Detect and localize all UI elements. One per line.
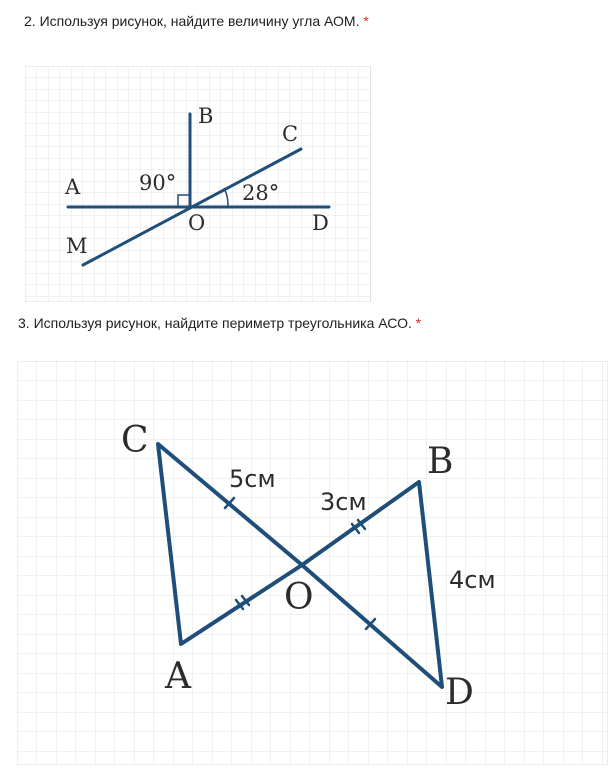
angle-label-28: 28° [242,181,280,205]
label-m: M [66,234,88,258]
label-b: B [198,104,214,128]
question-2-title [24,13,369,29]
question-2-figure [25,66,371,302]
length-ob: 3см [320,488,367,516]
required-asterisk: * [363,13,369,29]
question-2-number: 2. [24,13,36,29]
label-d: D [312,211,329,235]
question-3-figure [17,361,608,765]
label-o: O [188,211,206,235]
length-co: 5см [229,465,276,493]
grid-background [17,361,608,765]
label-b: B [427,441,454,482]
question-3-number: 3. [18,315,30,331]
label-o: O [284,577,314,618]
required-asterisk: * [415,315,422,331]
label-d: D [445,672,474,713]
question-3-title [18,315,421,331]
question-3-text: Используя рисунок, найдите периметр треугольника АСО. [33,315,412,331]
label-a: A [65,175,81,199]
question-2-text: Используя рисунок, найдите величину угла АОМ. [39,13,360,29]
length-bd: 4см [449,566,496,594]
label-c: C [121,420,149,461]
label-a: A [165,656,191,697]
label-c: C [282,122,299,146]
angle-label-90: 90° [139,171,177,195]
